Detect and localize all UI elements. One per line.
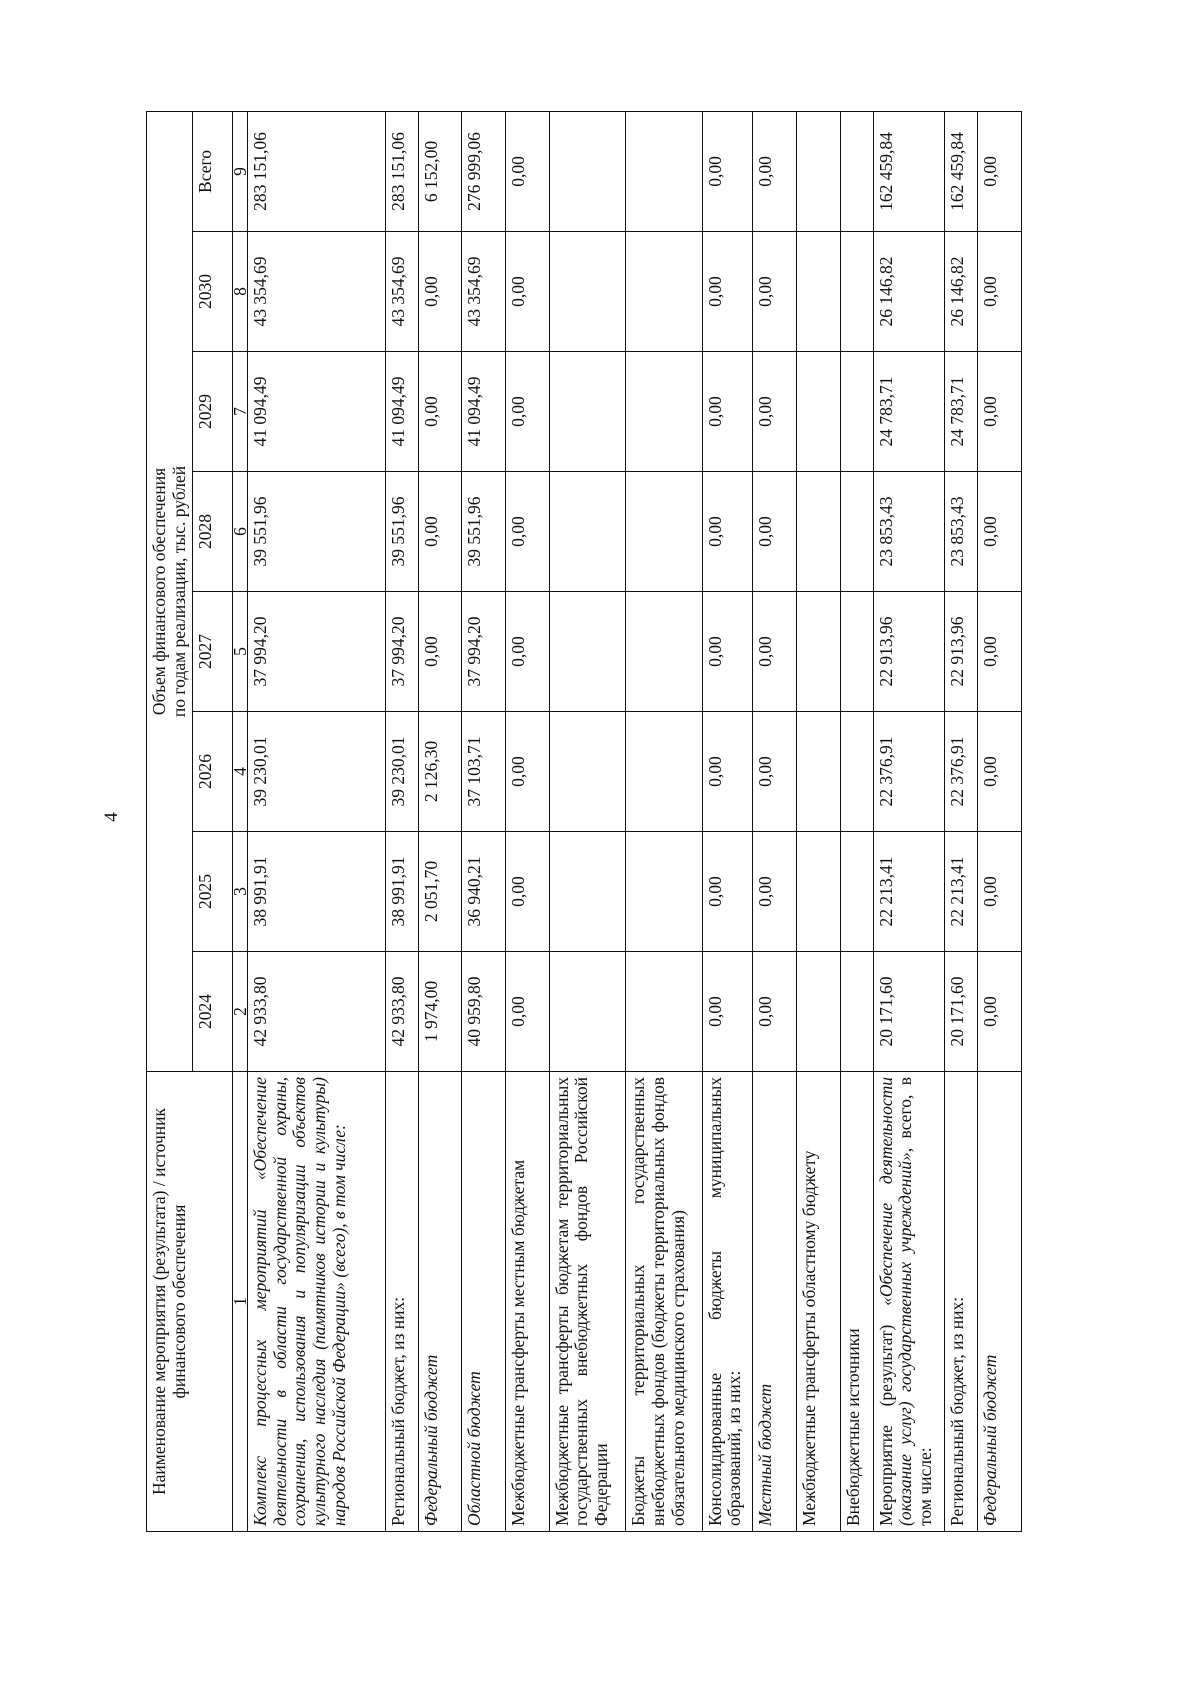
value-cell xyxy=(840,832,873,952)
table-row xyxy=(462,111,506,1531)
value-cell xyxy=(797,111,841,231)
value-cell xyxy=(626,712,703,832)
value-cell: 283 151,06 xyxy=(385,111,418,231)
row-label: Межбюджетные трансферты местным бюджетам xyxy=(506,1072,550,1532)
value-cell xyxy=(797,832,841,952)
row-label: Местный бюджет xyxy=(753,1072,797,1532)
value-cell: 0,00 xyxy=(978,712,1022,832)
value-cell: 0,00 xyxy=(506,111,550,231)
value-cell: 0,00 xyxy=(702,832,752,952)
header-year: 2029 xyxy=(193,352,233,472)
value-cell: 0,00 xyxy=(702,352,752,472)
index-cell: 7 xyxy=(233,352,248,472)
row-label xyxy=(873,1072,945,1532)
value-cell: 0,00 xyxy=(702,712,752,832)
value-cell: 38 991,91 xyxy=(248,832,386,952)
value-cell xyxy=(626,952,703,1072)
value-cell xyxy=(840,232,873,352)
value-cell xyxy=(549,952,626,1072)
value-cell xyxy=(549,111,626,231)
index-cell: 9 xyxy=(233,111,248,231)
value-cell: 22 213,41 xyxy=(945,832,978,952)
row-label: Внебюджетные источники xyxy=(840,1072,873,1532)
table-row xyxy=(797,111,841,1531)
value-cell: 1 974,00 xyxy=(418,952,462,1072)
value-cell xyxy=(797,952,841,1072)
value-cell: 20 171,60 xyxy=(873,952,945,1072)
table-row xyxy=(549,111,626,1531)
value-cell: 0,00 xyxy=(978,832,1022,952)
value-cell xyxy=(626,111,703,231)
value-cell: 40 959,80 xyxy=(462,952,506,1072)
table-row xyxy=(873,111,945,1531)
index-cell: 1 xyxy=(233,1072,248,1532)
value-cell xyxy=(840,352,873,472)
value-cell: 283 151,06 xyxy=(248,111,386,231)
value-cell: 0,00 xyxy=(506,712,550,832)
value-cell: 22 376,91 xyxy=(945,712,978,832)
value-cell xyxy=(797,472,841,592)
value-cell: 276 999,06 xyxy=(462,111,506,231)
value-cell xyxy=(626,592,703,712)
value-cell: 0,00 xyxy=(753,232,797,352)
value-cell: 23 853,43 xyxy=(945,472,978,592)
value-cell: 0,00 xyxy=(753,832,797,952)
header-volume-title xyxy=(147,111,193,1071)
value-cell: 0,00 xyxy=(753,952,797,1072)
row-label: Межбюджетные трансферты областному бюджету xyxy=(797,1072,841,1532)
value-cell: 37 994,20 xyxy=(248,592,386,712)
value-cell: 0,00 xyxy=(506,832,550,952)
table-row xyxy=(702,111,752,1531)
value-cell: 0,00 xyxy=(418,472,462,592)
value-cell: 0,00 xyxy=(702,111,752,231)
value-cell: 39 230,01 xyxy=(248,712,386,832)
value-cell: 37 103,71 xyxy=(462,712,506,832)
header-volume-line2: по годам реализации, тыс. рублей xyxy=(168,465,189,718)
value-cell: 43 354,69 xyxy=(462,232,506,352)
value-cell: 24 783,71 xyxy=(945,352,978,472)
row-label: Межбюджетные трансферты бюджетам территориальных государственных внебюджетных фондов Российской Федерации xyxy=(549,1072,626,1532)
value-cell: 0,00 xyxy=(753,712,797,832)
value-cell: 41 094,49 xyxy=(385,352,418,472)
value-cell: 0,00 xyxy=(978,232,1022,352)
value-cell xyxy=(549,232,626,352)
row-label: Федеральный бюджет xyxy=(418,1072,462,1532)
row-label: Региональный бюджет, из них: xyxy=(945,1072,978,1532)
value-cell: 0,00 xyxy=(506,592,550,712)
index-cell: 3 xyxy=(233,832,248,952)
row-label: Консолидированные бюджеты муниципальных образований, из них: xyxy=(702,1072,752,1532)
index-cell: 5 xyxy=(233,592,248,712)
header-volume-line1: Объем финансового обеспечения xyxy=(149,467,169,716)
table-row xyxy=(945,111,978,1531)
value-cell: 0,00 xyxy=(702,952,752,1072)
value-cell: 0,00 xyxy=(418,232,462,352)
value-cell xyxy=(549,472,626,592)
value-cell: 39 551,96 xyxy=(385,472,418,592)
value-cell: 0,00 xyxy=(753,352,797,472)
table-row xyxy=(418,111,462,1531)
value-cell xyxy=(549,592,626,712)
value-cell: 0,00 xyxy=(978,352,1022,472)
value-cell: 0,00 xyxy=(978,592,1022,712)
row-label: Федеральный бюджет xyxy=(978,1072,1022,1532)
table-row xyxy=(626,111,703,1531)
index-cell: 8 xyxy=(233,232,248,352)
header-year: 2027 xyxy=(193,592,233,712)
value-cell: 42 933,80 xyxy=(248,952,386,1072)
index-cell: 6 xyxy=(233,472,248,592)
index-cell: 4 xyxy=(233,712,248,832)
header-year: 2025 xyxy=(193,832,233,952)
table-row xyxy=(978,111,1022,1531)
value-cell: 39 230,01 xyxy=(385,712,418,832)
value-cell: 22 213,41 xyxy=(873,832,945,952)
value-cell: 43 354,69 xyxy=(385,232,418,352)
value-cell: 0,00 xyxy=(978,952,1022,1072)
value-cell xyxy=(840,472,873,592)
value-cell: 23 853,43 xyxy=(873,472,945,592)
value-cell xyxy=(626,232,703,352)
row-label: Бюджеты территориальных государственных внебюджетных фондов (бюджеты территориальных фондов обязательного медицинского страхования) xyxy=(626,1072,703,1532)
value-cell xyxy=(797,232,841,352)
row-label-tail: , всего, в том числе: xyxy=(895,1077,935,1526)
value-cell: 36 940,21 xyxy=(462,832,506,952)
value-cell: 0,00 xyxy=(506,952,550,1072)
value-cell: 41 094,49 xyxy=(248,352,386,472)
value-cell xyxy=(549,712,626,832)
value-cell: 26 146,82 xyxy=(945,232,978,352)
value-cell: 0,00 xyxy=(753,592,797,712)
table-row xyxy=(840,111,873,1531)
value-cell: 37 994,20 xyxy=(385,592,418,712)
value-cell xyxy=(840,712,873,832)
value-cell: 39 551,96 xyxy=(462,472,506,592)
value-cell xyxy=(626,352,703,472)
value-cell xyxy=(840,592,873,712)
value-cell: 42 933,80 xyxy=(385,952,418,1072)
table-row xyxy=(506,111,550,1531)
value-cell xyxy=(549,352,626,472)
index-cell: 2 xyxy=(233,952,248,1072)
header-name-col: Наименование мероприятия (результата) / источник финансового обеспечения xyxy=(147,1072,233,1532)
value-cell: 22 913,96 xyxy=(945,592,978,712)
table-row xyxy=(753,111,797,1531)
value-cell: 24 783,71 xyxy=(873,352,945,472)
value-cell: 0,00 xyxy=(418,352,462,472)
row-label: Областной бюджет xyxy=(462,1072,506,1532)
value-cell: 0,00 xyxy=(702,472,752,592)
value-cell: 0,00 xyxy=(702,232,752,352)
row-label-start: Мероприятие (результат) xyxy=(875,1305,896,1526)
page-number: 4 xyxy=(101,812,122,822)
rotated-table-container xyxy=(146,112,1022,1532)
value-cell: 26 146,82 xyxy=(873,232,945,352)
value-cell: 162 459,84 xyxy=(873,111,945,231)
header-year: 2030 xyxy=(193,232,233,352)
value-cell: 43 354,69 xyxy=(248,232,386,352)
value-cell xyxy=(840,111,873,231)
value-cell: 0,00 xyxy=(506,352,550,472)
value-cell: 0,00 xyxy=(978,472,1022,592)
value-cell: 20 171,60 xyxy=(945,952,978,1072)
value-cell xyxy=(840,952,873,1072)
header-total: Всего xyxy=(193,111,233,231)
value-cell: 0,00 xyxy=(753,472,797,592)
row-label: Комплекс процессных мероприятий «Обеспечение деятельности в области государственной охраны, сохранения, использования и популяризации объектов культурного наследия (памятников истории и культуры) народов Российской Федерации» (всего), в том числе: xyxy=(248,1072,386,1532)
row-label: Региональный бюджет, из них: xyxy=(385,1072,418,1532)
value-cell: 41 094,49 xyxy=(462,352,506,472)
row-label-italic: «Обеспечение деятельности (оказание услуг) государственных учреждений» xyxy=(875,1077,916,1526)
table-row xyxy=(385,111,418,1531)
value-cell: 0,00 xyxy=(418,592,462,712)
header-year: 2028 xyxy=(193,472,233,592)
value-cell: 39 551,96 xyxy=(248,472,386,592)
value-cell xyxy=(626,832,703,952)
header-year: 2024 xyxy=(193,952,233,1072)
value-cell: 22 376,91 xyxy=(873,712,945,832)
value-cell: 2 051,70 xyxy=(418,832,462,952)
value-cell xyxy=(797,712,841,832)
value-cell xyxy=(549,832,626,952)
value-cell: 2 126,30 xyxy=(418,712,462,832)
value-cell xyxy=(626,472,703,592)
value-cell xyxy=(797,352,841,472)
table-row xyxy=(248,111,386,1531)
value-cell: 0,00 xyxy=(753,111,797,231)
header-year: 2026 xyxy=(193,712,233,832)
value-cell: 0,00 xyxy=(506,232,550,352)
value-cell: 38 991,91 xyxy=(385,832,418,952)
value-cell: 162 459,84 xyxy=(945,111,978,231)
value-cell: 0,00 xyxy=(978,111,1022,231)
financing-table xyxy=(146,111,1022,1532)
value-cell: 0,00 xyxy=(702,592,752,712)
value-cell: 22 913,96 xyxy=(873,592,945,712)
value-cell: 6 152,00 xyxy=(418,111,462,231)
value-cell: 37 994,20 xyxy=(462,592,506,712)
value-cell xyxy=(797,592,841,712)
value-cell: 0,00 xyxy=(506,472,550,592)
